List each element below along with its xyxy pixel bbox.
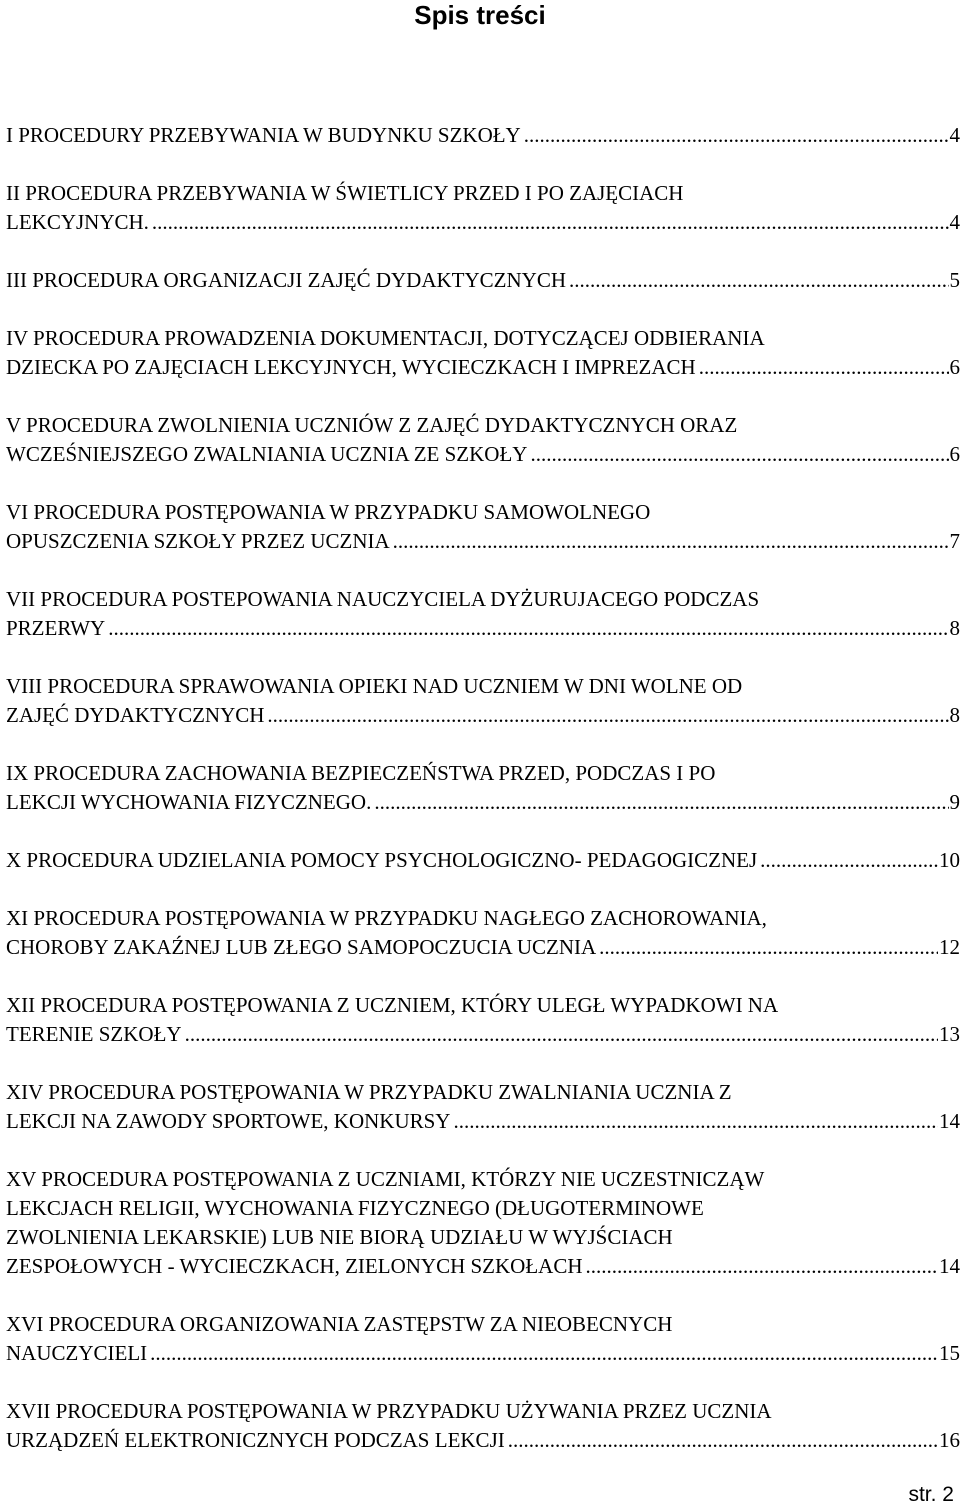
toc-entry[interactable] — [6, 759, 960, 817]
toc-entry-title-line: VII PROCEDURA POSTEPOWANIA NAUCZYCIELA DYŻURUJACEGO PODCZAS — [6, 587, 760, 611]
toc-entry-last-line — [6, 933, 960, 962]
toc-entry-last-line — [6, 353, 960, 382]
dot-leader — [599, 933, 938, 962]
dot-leader — [108, 614, 948, 643]
toc-entry-title-line: VIII PROCEDURA SPRAWOWANIA OPIEKI NAD UCZNIEM W DNI WOLNE OD — [6, 674, 743, 698]
toc-entry-last-line — [6, 1339, 960, 1368]
toc-entry-title-line: IX PROCEDURA ZACHOWANIA BEZPIECZEŃSTWA PRZED, PODCZAS I PO — [6, 761, 716, 785]
toc-entry[interactable] — [6, 991, 960, 1049]
toc-entry-page-number: 12 — [939, 935, 960, 959]
toc-entry-title-line: DZIECKA PO ZAJĘCIACH LEKCYJNYCH, WYCIECZKACH I IMPREZACH — [6, 355, 696, 379]
dot-leader — [586, 1252, 939, 1281]
toc-entry-page-number: 9 — [949, 790, 960, 814]
page-number-footer: str. 2 — [908, 1483, 954, 1506]
toc-entry-page-number: 10 — [939, 848, 960, 872]
toc-entry-last-line — [6, 1020, 960, 1049]
toc-entry-title-line: XVI PROCEDURA ORGANIZOWANIA ZASTĘPSTW ZA NIEOBECNYCH — [6, 1312, 673, 1336]
dot-leader — [453, 1107, 938, 1136]
toc-entry[interactable] — [6, 498, 960, 556]
dot-leader — [267, 701, 948, 730]
toc-entry-last-line — [6, 614, 960, 643]
toc-entry-title-line: II PROCEDURA PRZEBYWANIA W ŚWIETLICY PRZED I PO ZAJĘCIACH — [6, 181, 684, 205]
toc-entry-last-line — [6, 1426, 960, 1455]
toc-entry-page-number: 15 — [939, 1341, 960, 1365]
dot-leader — [760, 846, 938, 875]
toc-entry-page-number: 6 — [949, 355, 960, 379]
toc-entry-title-line: XI PROCEDURA POSTĘPOWANIA W PRZYPADKU NAGŁEGO ZACHOROWANIA, — [6, 906, 767, 930]
toc-entry[interactable] — [6, 1310, 960, 1368]
toc-entry-title-line: LEKCJI NA ZAWODY SPORTOWE, KONKURSY — [6, 1109, 451, 1133]
toc-entry-title-line: TERENIE SZKOŁY — [6, 1022, 182, 1046]
toc-entry-last-line — [6, 527, 960, 556]
toc-entry-page-number: 14 — [939, 1254, 960, 1278]
toc-entry[interactable] — [6, 585, 960, 643]
toc-entry-title-line: OPUSZCZENIA SZKOŁY PRZEZ UCZNIA — [6, 529, 390, 553]
toc-entry-page-number: 14 — [939, 1109, 960, 1133]
toc-entry-title-line: PRZERWY — [6, 616, 106, 640]
toc-entry[interactable] — [6, 411, 960, 469]
dot-leader — [699, 353, 949, 382]
toc-entry-page-number: 16 — [939, 1428, 960, 1452]
toc-entry[interactable] — [6, 1165, 960, 1281]
toc-entry-title-line: V PROCEDURA ZWOLNIENIA UCZNIÓW Z ZAJĘĆ DYDAKTYCZNYCH ORAZ — [6, 413, 738, 437]
toc-entry-title-line: URZĄDZEŃ ELEKTRONICZNYCH PODCZAS LEKCJI — [6, 1428, 505, 1452]
dot-leader — [185, 1020, 938, 1049]
dot-leader — [393, 527, 949, 556]
toc-entry-page-number: 5 — [949, 268, 960, 292]
toc-entry-last-line — [6, 1252, 960, 1281]
dot-leader — [152, 208, 949, 237]
toc-entry-page-number: 7 — [949, 529, 960, 553]
toc-entry[interactable] — [6, 1078, 960, 1136]
toc-entry-title-line: XIV PROCEDURA POSTĘPOWANIA W PRZYPADKU ZWALNIANIA UCZNIA Z — [6, 1080, 732, 1104]
toc-entry-title-line: CHOROBY ZAKAŹNEJ LUB ZŁEGO SAMOPOCZUCIA UCZNIA — [6, 935, 597, 959]
table-of-contents — [6, 121, 960, 1484]
toc-entry-title-line: LEKCYJNYCH. — [6, 210, 149, 234]
toc-entry-title-line: I PROCEDURY PRZEBYWANIA W BUDYNKU SZKOŁY — [6, 123, 521, 147]
toc-entry[interactable] — [6, 1397, 960, 1455]
toc-entry-last-line — [6, 208, 960, 237]
toc-entry-page-number: 8 — [949, 703, 960, 727]
toc-entry-title-line: ZWOLNIENIA LEKARSKIE) LUB NIE BIORĄ UDZIAŁU W WYJŚCIACH — [6, 1225, 673, 1249]
toc-entry[interactable] — [6, 904, 960, 962]
toc-entry-last-line — [6, 846, 960, 875]
dot-leader — [530, 440, 948, 469]
toc-entry[interactable] — [6, 846, 960, 875]
toc-entry-title-line: NAUCZYCIELI — [6, 1341, 148, 1365]
toc-entry-title-line: XV PROCEDURA POSTĘPOWANIA Z UCZNIAMI, KTÓRZY NIE UCZESTNICZĄW — [6, 1167, 765, 1191]
toc-entry-last-line — [6, 1107, 960, 1136]
toc-entry-last-line — [6, 121, 960, 150]
page-title: Spis treści — [414, 0, 546, 30]
toc-entry-title-line: X PROCEDURA UDZIELANIA POMOCY PSYCHOLOGICZNO- PEDAGOGICZNEJ — [6, 848, 758, 872]
toc-entry[interactable] — [6, 121, 960, 150]
toc-entry[interactable] — [6, 672, 960, 730]
toc-entry-title-line: ZAJĘĆ DYDAKTYCZNYCH — [6, 703, 265, 727]
dot-leader — [374, 788, 948, 817]
toc-entry-page-number: 4 — [949, 210, 960, 234]
toc-entry-title-line: LEKCJI WYCHOWANIA FIZYCZNEGO. — [6, 790, 372, 814]
toc-entry-page-number: 4 — [949, 123, 960, 147]
toc-entry-last-line — [6, 266, 960, 295]
toc-entry-title-line: IV PROCEDURA PROWADZENIA DOKUMENTACJI, DOTYCZĄCEJ ODBIERANIA — [6, 326, 765, 350]
dot-leader — [524, 121, 949, 150]
dot-leader — [569, 266, 949, 295]
toc-entry-title-line: ZESPOŁOWYCH - WYCIECZKACH, ZIELONYCH SZKOŁACH — [6, 1254, 583, 1278]
toc-entry[interactable] — [6, 266, 960, 295]
toc-entry-last-line — [6, 788, 960, 817]
toc-entry[interactable] — [6, 324, 960, 382]
dot-leader — [150, 1339, 938, 1368]
toc-entry-title-line: III PROCEDURA ORGANIZACJI ZAJĘĆ DYDAKTYCZNYCH — [6, 268, 566, 292]
toc-entry-title-line: LEKCJACH RELIGII, WYCHOWANIA FIZYCZNEGO (DŁUGOTERMINOWE — [6, 1196, 704, 1220]
toc-entry-title-line: XII PROCEDURA POSTĘPOWANIA Z UCZNIEM, KTÓRY ULEGŁ WYPADKOWI NA — [6, 993, 779, 1017]
toc-entry-title-line: XVII PROCEDURA POSTĘPOWANIA W PRZYPADKU UŻYWANIA PRZEZ UCZNIA — [6, 1399, 772, 1423]
toc-entry-page-number: 13 — [939, 1022, 960, 1046]
dot-leader — [508, 1426, 938, 1455]
toc-entry-last-line — [6, 440, 960, 469]
toc-entry-page-number: 8 — [949, 616, 960, 640]
toc-entry[interactable] — [6, 179, 960, 237]
toc-entry-title-line: WCZEŚNIEJSZEGO ZWALNIANIA UCZNIA ZE SZKOŁY — [6, 442, 528, 466]
toc-entry-last-line — [6, 701, 960, 730]
toc-entry-title-line: VI PROCEDURA POSTĘPOWANIA W PRZYPADKU SAMOWOLNEGO — [6, 500, 651, 524]
toc-entry-page-number: 6 — [949, 442, 960, 466]
